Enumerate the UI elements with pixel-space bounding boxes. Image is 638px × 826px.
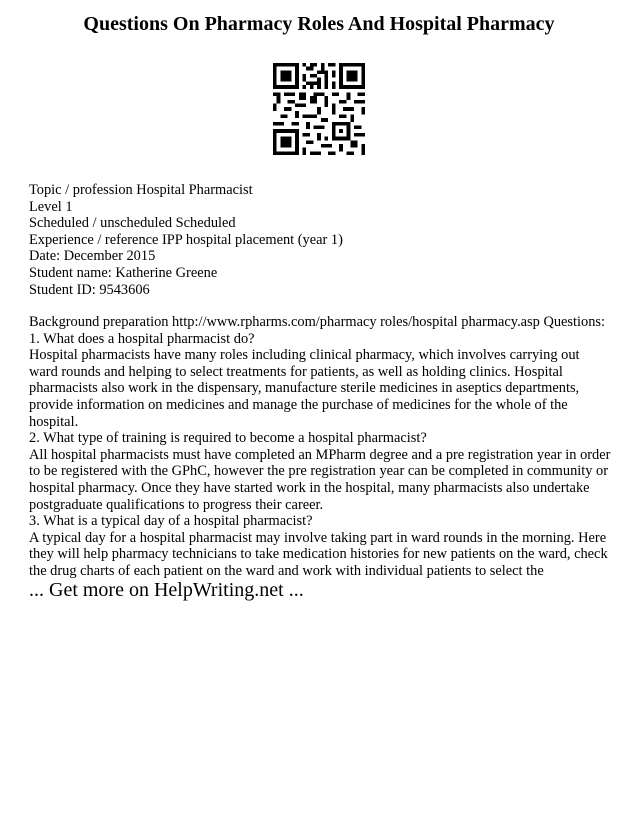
background-line: Background preparation http://www.rpharms.com/pharmacy roles/hospital pharmacy.asp Questions: [29, 314, 606, 330]
document-body [29, 314, 611, 580]
answer-2: All hospital pharmacists must have completed an MPharm degree and a pre registration year in order to be registered with the GPhC, however the pre registration year can be completed in community or hospital pharmacy. Once they have started work in the hospital, many pharmacists also undertake postgraduate qualifications to progress their career. [29, 446, 611, 513]
meta-topic: Topic / profession Hospital Pharmacist [29, 182, 253, 198]
meta-student-name: Student name: Katherine Greene [29, 264, 218, 281]
meta-date: Date: December 2015 [29, 248, 156, 265]
meta-student-id: Student ID: 9543606 [29, 281, 150, 298]
question-3: 3. What is a typical day of a hospital pharmacist? [29, 513, 313, 530]
get-more-link[interactable]: ... Get more on HelpWriting.net ... [29, 579, 304, 601]
answer-3: A typical day for a hospital pharmacist may involve taking part in ward rounds in the morning. Here they will help pharmacy technicians to take medication histories for new patients on the ward, check the drug charts of each patient on the ward and work with individual patients to select the [29, 529, 608, 579]
meta-scheduled: Scheduled / unscheduled Scheduled [29, 215, 236, 232]
meta-experience: Experience / reference IPP hospital placement (year 1) [29, 231, 343, 248]
document-metadata [29, 182, 619, 298]
question-1: 1. What does a hospital pharmacist do? [29, 330, 255, 347]
page-title: Questions On Pharmacy Roles And Hospital Pharmacy [83, 13, 555, 35]
answer-1: Hospital pharmacists have many roles including clinical pharmacy, which involves carrying out ward rounds and helping to select treatments for patients, as well as holding clinics. Hospital pharmacists also work in the dispensary, manufacture sterile medicines in aseptics departments, provide information on medicines and manage the purchase of medicines for the whole of the hospital. [29, 347, 580, 430]
meta-level: Level 1 [29, 198, 73, 215]
question-2: 2. What type of training is required to become a hospital pharmacist? [29, 430, 427, 447]
qr-code-icon [273, 63, 365, 155]
